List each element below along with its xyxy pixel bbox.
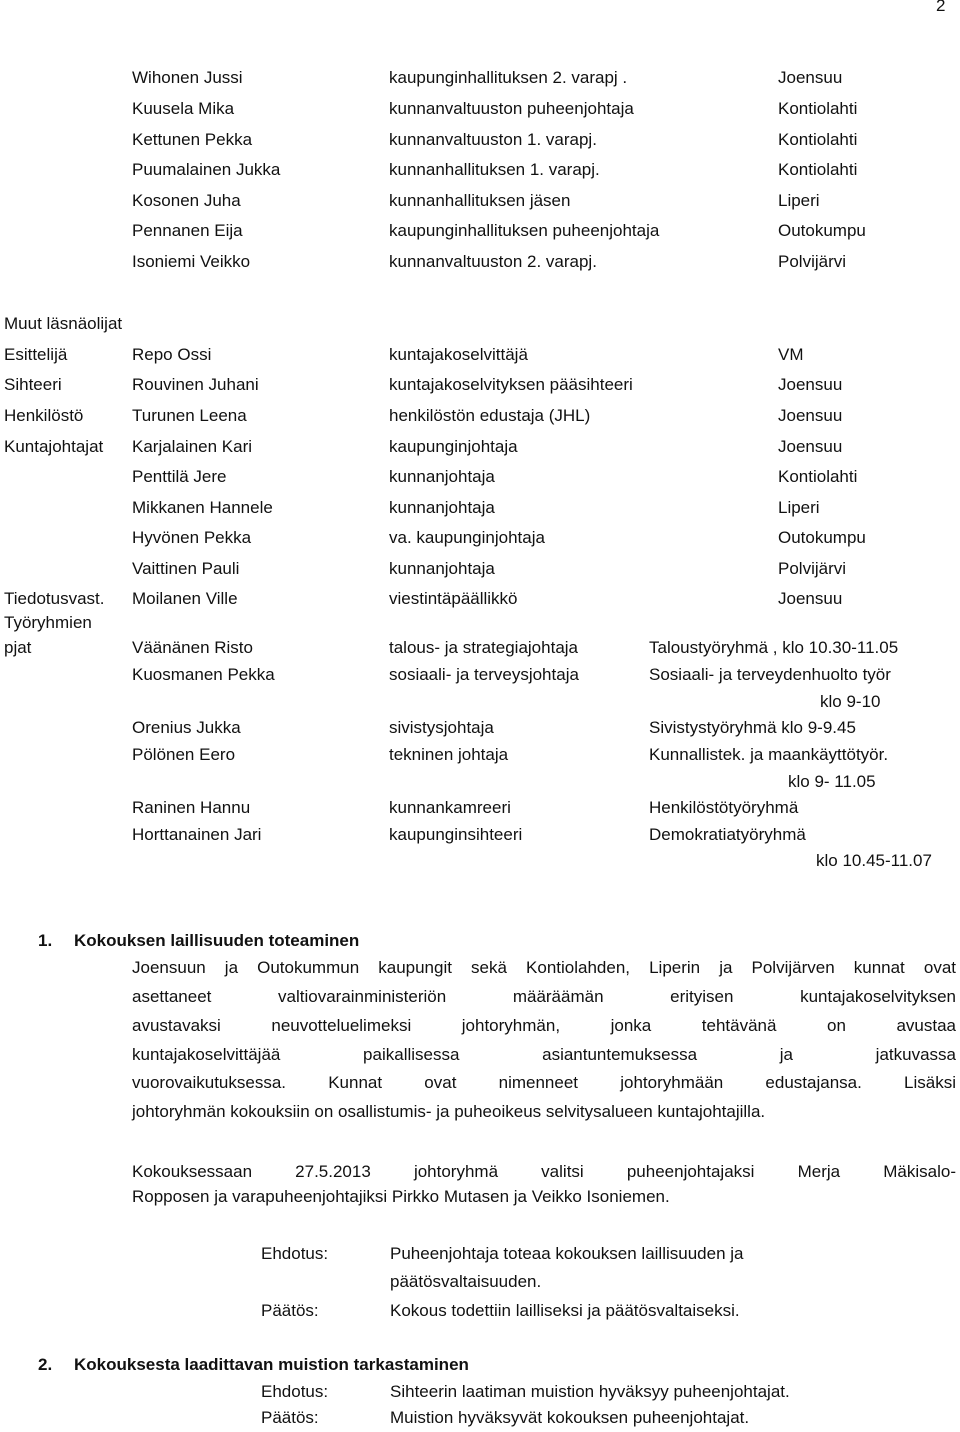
attendee-place: Joensuu — [778, 406, 843, 425]
section-number: 2. — [38, 1355, 53, 1374]
attendee-name: Hyvönen Pekka — [132, 528, 252, 547]
attendee-role: kunnanjohtaja — [389, 559, 495, 578]
workgroup-name: Demokratiatyöryhmä — [649, 825, 806, 844]
member-place: Joensuu — [778, 68, 843, 87]
workgroup-chair-role: kunnankamreeri — [389, 798, 511, 817]
workgroup-name: Kunnallistek. ja maankäyttötyör. — [649, 745, 889, 764]
attendee-name: Turunen Leena — [132, 406, 247, 425]
section-title: Kokouksen laillisuuden toteaminen — [74, 931, 360, 950]
attendee-place: Joensuu — [778, 375, 843, 394]
member-name: Pennanen Eija — [132, 221, 243, 240]
body-line: johtoryhmän kokouksiin on osallistumis- ja puheoikeus selvitysalueen kuntajohtajilla. — [132, 1102, 766, 1121]
attendee-place: Joensuu — [778, 437, 843, 456]
attendee-name: Penttilä Jere — [132, 467, 227, 486]
workgroup-time: klo 10.45-11.07 — [816, 851, 932, 870]
body-line: Joensuun ja Outokummun kaupungit sekä Kontiolahden, Liperin ja Polvijärven kunnat ovat — [132, 958, 956, 977]
workgroup-chair-name: Raninen Hannu — [132, 798, 251, 817]
member-role: kaupunginhallituksen puheenjohtaja — [389, 221, 660, 240]
member-place: Kontiolahti — [778, 99, 858, 118]
workgroup-name: Taloustyöryhmä , klo 10.30-11.05 — [649, 638, 899, 657]
decision-text: Kokous todettiin lailliseksi ja päätösvaltaiseksi. — [390, 1301, 740, 1320]
member-place: Liperi — [778, 191, 820, 210]
section-title: Kokouksesta laadittavan muistion tarkastaminen — [74, 1355, 469, 1374]
workgroup-time: klo 9-10 — [820, 692, 881, 711]
member-role: kunnanhallituksen 1. varapj. — [389, 160, 600, 179]
decision-text: Muistion hyväksyvät kokouksen puheenjohtajat. — [390, 1408, 750, 1427]
attendee-name: Moilanen Ville — [132, 589, 238, 608]
member-name: Isoniemi Veikko — [132, 252, 251, 271]
proposal-label: Ehdotus: — [261, 1382, 329, 1401]
workgroup-chair-role: tekninen johtaja — [389, 745, 509, 764]
member-place: Kontiolahti — [778, 130, 858, 149]
attendee-place: Liperi — [778, 498, 820, 517]
attendee-category: Sihteeri — [4, 375, 62, 394]
member-name: Puumalainen Jukka — [132, 160, 281, 179]
body-line: Kokouksessaan 27.5.2013 johtoryhmä valitsi puheenjohtajaksi Merja Mäkisalo- — [132, 1162, 956, 1181]
workgroup-chair-role: sosiaali- ja terveysjohtaja — [389, 665, 579, 684]
attendee-name: Vaittinen Pauli — [132, 559, 240, 578]
proposal-text: Sihteerin laatiman muistion hyväksyy puheenjohtajat. — [390, 1382, 790, 1401]
decision-label: Päätös: — [261, 1408, 319, 1427]
member-role: kunnanhallituksen jäsen — [389, 191, 571, 210]
attendee-name: Karjalainen Kari — [132, 437, 253, 456]
body-line: Ropposen ja varapuheenjohtajiksi Pirkko Mutasen ja Veikko Isoniemen. — [132, 1187, 670, 1206]
attendee-category: Kuntajohtajat — [4, 437, 104, 456]
attendee-role: henkilöstön edustaja (JHL) — [389, 406, 591, 425]
page-number: 2 — [936, 0, 946, 15]
attendee-place: VM — [778, 345, 804, 364]
body-line: avustavaksi neuvotteluelimeksi johtoryhmän, jonka tehtävänä on avustaa — [132, 1016, 956, 1035]
proposal-text: Puheenjohtaja toteaa kokouksen laillisuuden ja — [390, 1244, 744, 1263]
body-line: asettaneet valtiovarainministeriön määräämän erityisen kuntajakoselvityksen — [132, 987, 956, 1006]
attendee-role: kunnanjohtaja — [389, 498, 495, 517]
attendee-category: Esittelijä — [4, 345, 68, 364]
workgroup-chair-role: sivistysjohtaja — [389, 718, 494, 737]
member-place: Outokumpu — [778, 221, 866, 240]
member-name: Wihonen Jussi — [132, 68, 243, 87]
workgroup-chair-name: Horttanainen Jari — [132, 825, 262, 844]
member-role: kaupunginhallituksen 2. varapj . — [389, 68, 628, 87]
member-role: kunnanvaltuuston 1. varapj. — [389, 130, 597, 149]
member-role: kunnanvaltuuston puheenjohtaja — [389, 99, 634, 118]
attendee-place: Outokumpu — [778, 528, 866, 547]
workgroup-chair-role: talous- ja strategiajohtaja — [389, 638, 579, 657]
workgroup-chair-name: Kuosmanen Pekka — [132, 665, 275, 684]
attendee-place: Joensuu — [778, 589, 843, 608]
attendee-place: Kontiolahti — [778, 467, 858, 486]
workgroup-chair-name: Väänänen Risto — [132, 638, 253, 657]
attendee-role: kuntajakoselvittäjä — [389, 345, 528, 364]
attendee-role: va. kaupunginjohtaja — [389, 528, 545, 547]
attendee-name: Repo Ossi — [132, 345, 212, 364]
attendee-place: Polvijärvi — [778, 559, 847, 578]
attendee-category: Tiedotusvast. — [4, 589, 105, 608]
member-role: kunnanvaltuuston 2. varapj. — [389, 252, 597, 271]
workgroups-label-cont: pjat — [4, 638, 32, 657]
section-number: 1. — [38, 931, 53, 950]
decision-label: Päätös: — [261, 1301, 319, 1320]
workgroup-name: Sivistystyöryhmä klo 9-9.45 — [649, 718, 856, 737]
workgroup-time: klo 9- 11.05 — [788, 772, 876, 791]
attendee-role: viestintäpäällikkö — [389, 589, 518, 608]
body-line: kuntajakoselvittäjää paikallisessa asiantuntemuksessa ja jatkuvassa — [132, 1045, 956, 1064]
attendee-name: Rouvinen Juhani — [132, 375, 259, 394]
workgroup-chair-name: Pölönen Eero — [132, 745, 236, 764]
attendee-role: kuntajakoselvityksen pääsihteeri — [389, 375, 633, 394]
proposal-text-cont: päätösvaltaisuuden. — [390, 1272, 542, 1291]
workgroup-name: Henkilöstötyöryhmä — [649, 798, 799, 817]
member-place: Polvijärvi — [778, 252, 847, 271]
attendee-category: Henkilöstö — [4, 406, 84, 425]
member-name: Kosonen Juha — [132, 191, 241, 210]
member-name: Kuusela Mika — [132, 99, 235, 118]
workgroup-chair-role: kaupunginsihteeri — [389, 825, 523, 844]
attendee-role: kunnanjohtaja — [389, 467, 495, 486]
proposal-label: Ehdotus: — [261, 1244, 329, 1263]
others-heading: Muut läsnäolijat — [4, 314, 123, 333]
attendee-name: Mikkanen Hannele — [132, 498, 273, 517]
workgroup-chair-name: Orenius Jukka — [132, 718, 241, 737]
member-place: Kontiolahti — [778, 160, 858, 179]
body-line: vuorovaikutuksessa. Kunnat ovat nimenneet johtoryhmään edustajansa. Lisäksi — [132, 1073, 956, 1092]
workgroup-name: Sosiaali- ja terveydenhuolto työr — [649, 665, 891, 684]
attendee-role: kaupunginjohtaja — [389, 437, 518, 456]
member-name: Kettunen Pekka — [132, 130, 253, 149]
workgroups-label: Työryhmien — [4, 613, 92, 632]
